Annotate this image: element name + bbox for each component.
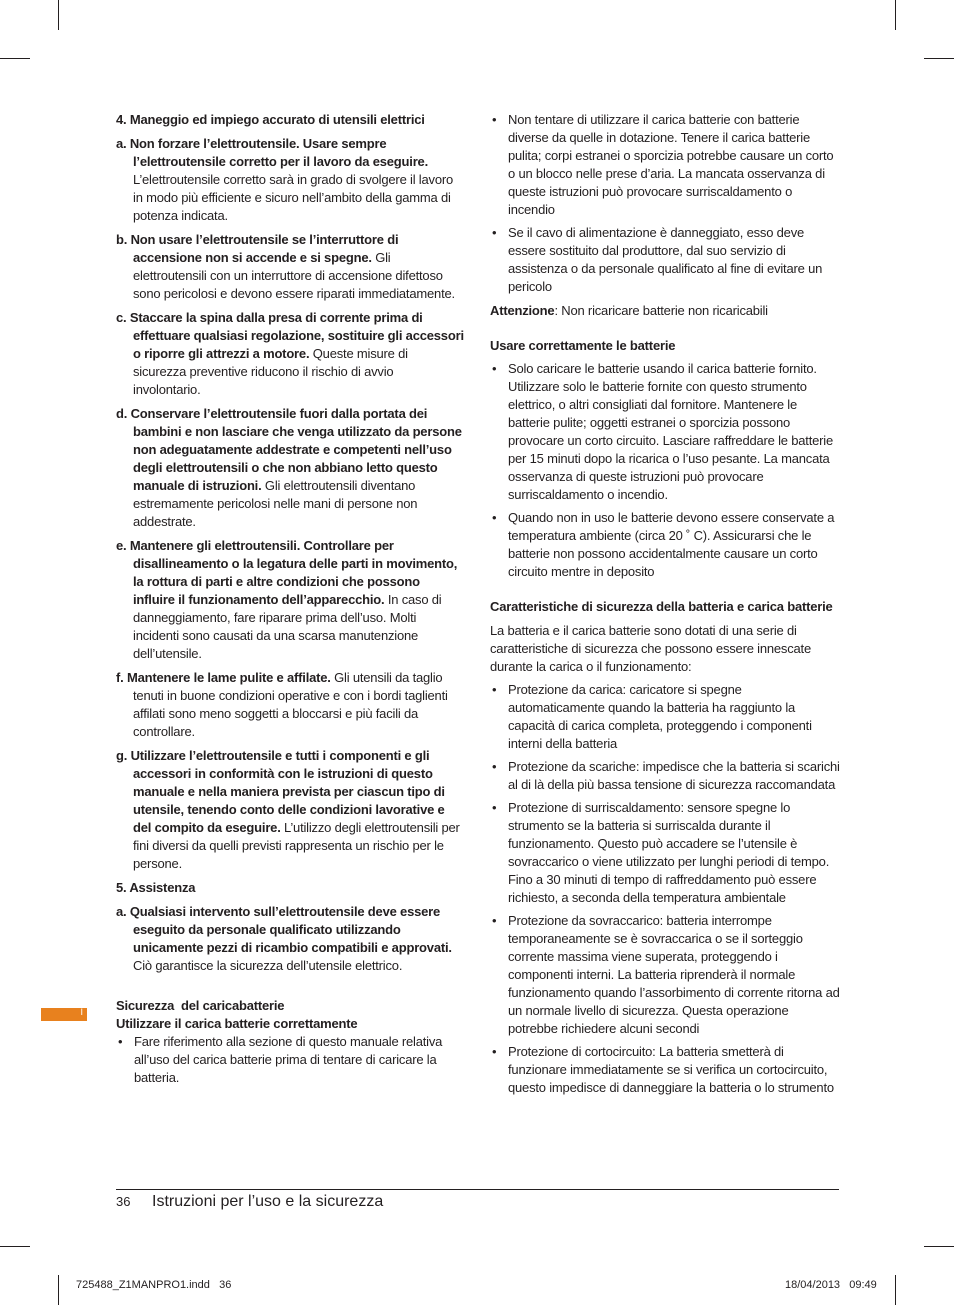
bullet-item: • Protezione di cortocircuito: La batteria smetterà di funzionare immediatamente se si verifica un cortocircuito, questo impedisce di danneggiare la batteria o lo strumento: [490, 1043, 840, 1097]
section-heading: 4. Maneggio ed impiego accurato di utensili elettrici: [116, 112, 425, 127]
bullet-item: • Se il cavo di alimentazione è danneggiato, esso deve essere sostituito dal produttore, dal suo servizio di assistenza o da personale qualificato al fine di evitare un pericolo: [490, 224, 840, 296]
page-number: 36: [116, 1194, 131, 1209]
list-item: [116, 747, 464, 873]
warning-note: [490, 302, 840, 320]
bullet-item: • Quando non in uso le batterie devono essere conservate a temperatura ambiente (circa 20 ˚ C). Assicurarsi che le batterie non possono accidentalmente causare un corto circuito mentre in deposito: [490, 509, 840, 581]
list-item: [116, 135, 464, 225]
item-lead: a. Qualsiasi intervento sull’elettroutensile deve essere eseguito da personale qualificato utilizzando unicamente pezzi di ricambio compatibili e approvati.: [116, 904, 452, 955]
item-text: In caso di danneggiamento, fare riparare prima dell’uso. Molti incidenti sono causati da una scarsa manutenzione dell’utensile.: [133, 592, 442, 661]
item-text: Gli elettroutensili con un interruttore di accensione difettoso sono pericolosi e devono essere riparati immediatamente.: [133, 250, 455, 301]
item-lead: g. Utilizzare l’elettroutensile e tutti i componenti e gli accessori in conformità con le istruzioni di questo manuale e nella maniera prevista per ciascun tipo di utensile, tenendo conto delle condizioni lavorative e del compito da eseguire.: [116, 748, 445, 835]
crop-mark: [895, 1275, 896, 1305]
left-column: [116, 111, 464, 1087]
charger-heading: Sicurezza del caricabatterie: [116, 998, 285, 1013]
item-text: L’elettroutensile corretto sarà in grado di svolgere il lavoro in modo più efficiente e sicuro nell’ambito della gamma di potenza indicata.: [133, 172, 454, 223]
slug-date: 18/04/2013 09:49: [785, 1279, 877, 1291]
features-heading: Caratteristiche di sicurezza della batteria e carica batterie: [490, 599, 833, 614]
crop-mark: [924, 1246, 954, 1247]
bullet-item: • Protezione di surriscaldamento: sensore spegne lo strumento se la batteria si surriscalda durante il funzionamento. Questo può accadere se l’utensile è sovraccarico o viene utilizzato per lunghi periodi di tempo. Fino a 30 minuti di tempo di raffreddamento può essere richiesto, a seconda della temperatura ambientale: [490, 799, 840, 907]
item-lead: f. Mantenere le lame pulite e affilate.: [116, 670, 331, 685]
crop-mark: [924, 58, 954, 59]
crop-mark: [0, 58, 30, 59]
item-text: Queste misure di sicurezza preventive riducono il rischio di avvio involontario.: [133, 346, 408, 397]
crop-mark: [58, 0, 59, 30]
bullet-item: • Protezione da sovraccarico: batteria interrompe temporaneamente se è sovraccarica o se il sorteggio corrente massima viene superata, proteggendo i componenti interni. La batteria riprenderà il normale funzionamento quando l’assorbimento di corrente ritorna ad un normale livello di sicurezza. Questa operazione potrebbe richiedere alcuni secondi: [490, 912, 840, 1038]
item-lead: c. Staccare la spina dalla presa di corrente prima di effettuare qualsiasi regolazione, sostituire gli accessori o riporre gli attrezzi a motore.: [116, 310, 464, 361]
crop-mark: [0, 1246, 30, 1247]
bullet-item: • Protezione da scariche: impedisce che la batteria si scarichi al di là della più bassa tensione di sicurezza raccomandata: [490, 758, 840, 794]
footer-title: Istruzioni per l’uso e la sicurezza: [152, 1193, 384, 1210]
bullet-item: • Solo caricare le batterie usando il carica batterie fornito. Utilizzare solo le batterie fornite con questo strumento elettrico, o altri consigliati dal fornitore. Mantenere le batterie pulite; oggetti estranei o sporcizia possono provocare un corto circuito. Lasciare raffreddare le batterie per 15 minuti dopo la ricarica o l’uso pesante. La mancata osservanza di queste istruzioni può provocare surriscaldamento o incendio.: [490, 360, 840, 504]
warning-label: Attenzione: [490, 303, 555, 318]
item-text: Gli utensili da taglio tenuti in buone condizioni operative e con i bordi taglienti affilati sono meno soggetti a bloccarsi e più facili da controllare.: [133, 670, 448, 739]
item-lead: d. Conservare l’elettroutensile fuori dalla portata dei bambini e non lasciare che venga utilizzato da persone non adeguatamente addestrate e competenti nell’uso degli elettroutensili o che non abbiano letto questo manuale di istruzioni.: [116, 406, 462, 493]
crop-mark: [895, 0, 896, 30]
list-item: [116, 309, 464, 399]
language-tab: [41, 1008, 87, 1021]
list-item: [116, 537, 464, 663]
bullet-item: • Fare riferimento alla sezione di questo manuale relativa all’uso del carica batterie prima di tentare di caricare la batteria.: [116, 1033, 464, 1087]
item-lead: a. Non forzare l’elettroutensile. Usare sempre l’elettroutensile corretto per il lavoro da eseguire.: [116, 136, 428, 169]
bullet-item: • Non tentare di utilizzare il carica batterie con batterie diverse da quelle in dotazione. Tenere il carica batterie pulita; corpi estranei o sporcizia potrebbe causare un corto o un blocco nelle prese d’aria. La mancata osservanza di queste istruzioni può provocare surriscaldamento o incendio: [490, 111, 840, 219]
footer-rule: [116, 1189, 839, 1190]
right-column: [490, 111, 840, 1097]
charger-subheading: Utilizzare il carica batterie correttamente: [116, 1016, 358, 1031]
item-text: L’utilizzo degli elettroutensili per fini diversi da quelli previsti rappresenta un rischio per le persone.: [133, 820, 460, 871]
crop-mark: [58, 1275, 59, 1305]
battery-heading: Usare correttamente le batterie: [490, 338, 676, 353]
list-item: [116, 405, 464, 531]
warning-text: : Non ricaricare batterie non ricaricabili: [554, 303, 768, 318]
item-text: Gli elettroutensili diventano estremamente pericolosi nelle mani di persone non addestrate.: [133, 478, 418, 529]
list-item: [116, 669, 464, 741]
bullet-item: • Protezione da carica: caricatore si spegne automaticamente quando la batteria ha raggiunto la capacità di carica completa, proteggendo i componenti interni della batteria: [490, 681, 840, 753]
item-text: Ciò garantisce la sicurezza dell’utensile elettrico.: [133, 958, 403, 973]
features-intro: La batteria e il carica batterie sono dotati di una serie di caratteristiche di sicurezza che possono essere innescate durante la carica o il funzionamento:: [490, 623, 811, 674]
language-tab-label: I: [80, 1007, 83, 1017]
list-item: [116, 903, 464, 975]
item-lead: e. Mantenere gli elettroutensili. Controllare per disallineamento o la legatura delle parti in movimento, la rottura di parti e altre condizioni che possono influire il funzionamento dell’apparecchio.: [116, 538, 458, 607]
slug-filename: 725488_Z1MANPRO1.indd 36: [76, 1279, 232, 1291]
section-heading: 5. Assistenza: [116, 880, 196, 895]
list-item: [116, 231, 464, 303]
item-lead: b. Non usare l’elettroutensile se l’interruttore di accensione non si accende e si spegne.: [116, 232, 399, 265]
